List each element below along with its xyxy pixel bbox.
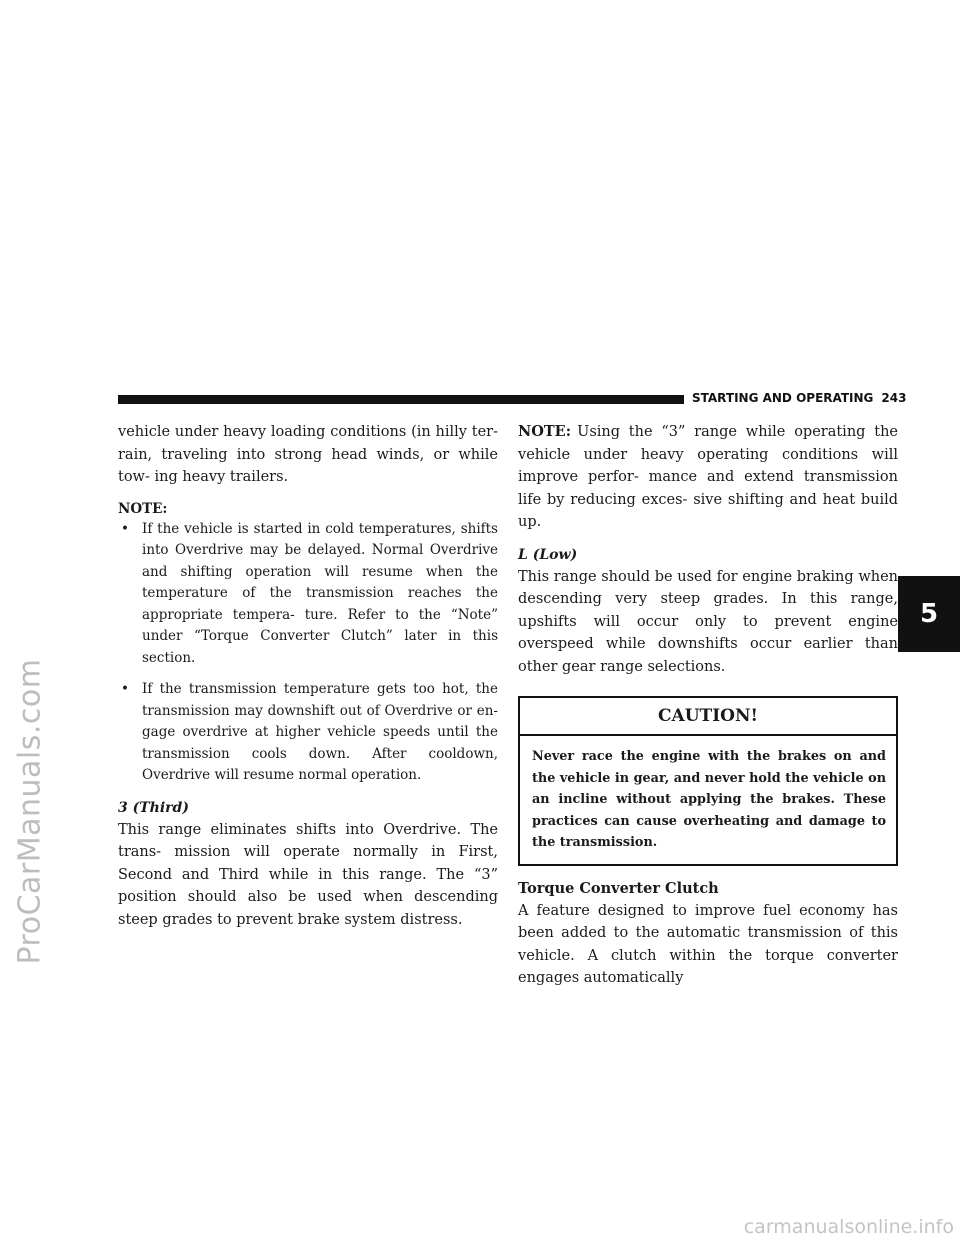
- side-watermark-text: ProCarManuals.com: [12, 657, 48, 965]
- intro-paragraph: vehicle under heavy loading conditions (in hilly ter- rain, traveling into strong head winds, or while tow- ing heavy trailers.: [118, 424, 498, 485]
- running-header: [692, 391, 906, 405]
- caution-box: [518, 696, 898, 866]
- note-inline-label: NOTE:: [518, 423, 572, 440]
- note-bullet-list: [118, 519, 498, 787]
- header-rule: [118, 395, 684, 404]
- third-heading: 3 (Third): [118, 799, 189, 816]
- bullet-icon: •: [121, 681, 129, 697]
- bullet-text: If the transmission temperature gets too hot, the transmission may downshift out of Overdrive or en- gage overdrive at higher vehicle speeds until the transmission cools down. After cooldown, Overdrive will resume normal operation.: [142, 681, 498, 783]
- note-paragraph: [518, 421, 898, 534]
- caution-title: CAUTION!: [520, 698, 896, 736]
- low-heading: L (Low): [518, 546, 578, 563]
- list-item: [118, 679, 498, 787]
- side-watermark: [0, 380, 60, 1242]
- page-number: 243: [881, 391, 907, 405]
- tcc-paragraph: A feature designed to improve fuel economy has been added to the automatic transmission of this vehicle. A clutch within the torque converter engages automatically: [518, 902, 898, 986]
- low-paragraph: This range should be used for engine braking when descending very steep grades. In this range, upshifts will occur only to prevent engine overspeed while downshifts occur earlier than other gear range selections.: [518, 568, 898, 675]
- list-item: [118, 519, 498, 670]
- bullet-icon: •: [121, 520, 129, 537]
- caution-text: Never race the engine with the brakes on and the vehicle in gear, and never hold the vehicle on an incline without applying the brakes. These practices can cause overheating and damage to the transmission.: [532, 749, 886, 850]
- note-label: NOTE:: [118, 500, 168, 517]
- right-column: [518, 421, 898, 990]
- note-inline-text: Using the “3” range while operating the vehicle under heavy operating conditions will improve perfor- mance and extend transmission life by reducing exces- sive shifting and heat build up.: [518, 424, 898, 530]
- tcc-heading: Torque Converter Clutch: [518, 879, 719, 897]
- bottom-watermark: carmanualsonline.info: [743, 1216, 954, 1238]
- chapter-tab-number: 5: [919, 599, 939, 629]
- chapter-tab: [898, 576, 960, 652]
- bullet-text: If the vehicle is started in cold temperatures, shifts into Overdrive may be delayed. Normal Overdrive and shifting operation will resume when the temperature of the transmission reaches the appropriate tempera- ture. Refer to the “Note” under “Torque Converter Clutch” later in this section.: [142, 520, 498, 666]
- section-title: STARTING AND OPERATING: [692, 391, 874, 405]
- left-column: [118, 421, 498, 931]
- third-paragraph: This range eliminates shifts into Overdrive. The trans- mission will operate normally in First, Second and Third while in this range. The “3” position should also be used when descending steep grades to prevent brake system distress.: [118, 821, 498, 928]
